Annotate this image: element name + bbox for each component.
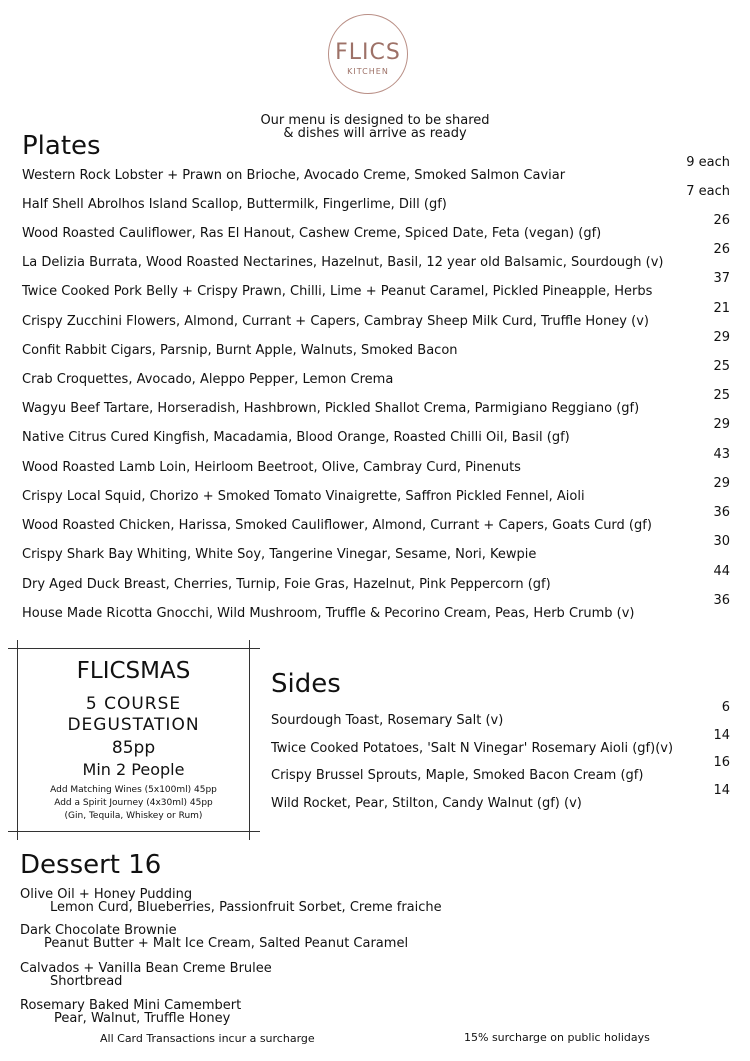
plate-item [22,155,730,183]
tagline-line-2: & dishes will arrive as ready [283,126,467,141]
side-name: Wild Rocket, Pear, Stilton, Candy Walnut (gf) (v) [271,796,582,811]
flicsmas-box [17,648,250,832]
plate-item [22,184,730,212]
plate-name: Western Rock Lobster + Prawn on Brioche, Avocado Creme, Smoked Salmon Caviar [22,168,566,183]
plate-name: Wood Roasted Chicken, Harissa, Smoked Cauliflower, Almond, Currant + Capers, Goats Curd (gf) [22,518,652,533]
plate-item [22,213,730,241]
dessert-heading: Dessert 16 [20,850,162,880]
plate-item [22,534,730,562]
plate-item [22,476,730,504]
plate-price: 7 each [686,184,730,199]
box-cut-mark [249,640,250,648]
dessert-detail: Shortbread [50,974,123,989]
plate-name: House Made Ricotta Gnocchi, Wild Mushroom, Truffle & Pecorino Cream, Peas, Herb Crumb (v) [22,606,635,621]
plate-item [22,359,730,387]
plate-price: 29 [713,330,730,345]
box-cut-mark [17,640,18,648]
plate-name: Crispy Zucchini Flowers, Almond, Currant + Capers, Cambray Sheep Milk Curd, Truffle Honey (v) [22,314,649,329]
plate-item [22,301,730,329]
plate-price: 30 [713,534,730,549]
dessert-item [20,999,241,1025]
plate-name: Twice Cooked Pork Belly + Crispy Prawn, Chilli, Lime + Peanut Caramel, Pickled Pineapple, Herbs [22,284,653,299]
flicsmas-price: 85pp [111,738,156,758]
flicsmas-note: (Gin, Tequila, Whiskey or Rum) [64,811,203,821]
flicsmas-note: Add Matching Wines (5x100ml) 45pp [50,785,217,795]
plate-item [22,505,730,533]
side-name: Sourdough Toast, Rosemary Salt (v) [271,713,504,728]
side-price: 6 [721,700,730,715]
box-cut-mark [250,831,260,832]
plate-price: 25 [713,388,730,403]
flicsmas-course: 5 COURSE [85,694,182,714]
plate-price: 9 each [686,155,730,170]
logo-sub: KITCHEN [347,67,389,76]
plate-name: La Delizia Burrata, Wood Roasted Nectarines, Hazelnut, Basil, 12 year old Balsamic, Sourdough (v) [22,255,664,270]
dessert-name: Olive Oil + Honey Pudding [20,887,193,902]
side-price: 14 [713,728,730,743]
plate-name: Half Shell Abrolhos Island Scallop, Buttermilk, Fingerlime, Dill (gf) [22,197,447,212]
plate-item [22,330,730,358]
side-name: Twice Cooked Potatoes, 'Salt N Vinegar' Rosemary Aioli (gf)(v) [271,741,674,756]
side-price: 14 [713,783,730,798]
plate-name: Dry Aged Duck Breast, Cherries, Turnip, Foie Gras, Hazelnut, Pink Peppercorn (gf) [22,577,551,592]
side-item [271,755,730,783]
plate-name: Crispy Shark Bay Whiting, White Soy, Tangerine Vinegar, Sesame, Nori, Kewpie [22,547,537,562]
box-cut-mark [17,832,18,840]
plate-name: Native Citrus Cured Kingfish, Macadamia, Blood Orange, Roasted Chilli Oil, Basil (gf) [22,430,570,445]
plate-name: Confit Rabbit Cigars, Parsnip, Burnt Apple, Walnuts, Smoked Bacon [22,343,458,358]
logo [328,14,408,94]
plate-price: 36 [713,593,730,608]
holiday-surcharge-note: 15% surcharge on public holidays [464,1031,650,1044]
flicsmas-note: Add a Spirit Journey (4x30ml) 45pp [54,798,213,808]
dessert-item [20,888,442,914]
plate-name: Wood Roasted Cauliflower, Ras El Hanout, Cashew Creme, Spiced Date, Feta (vegan) (gf) [22,226,602,241]
card-surcharge-note: All Card Transactions incur a surcharge [100,1032,315,1045]
plate-price: 29 [713,476,730,491]
box-cut-mark [249,832,250,840]
plate-price: 21 [713,301,730,316]
plate-item [22,593,730,621]
plate-price: 26 [713,213,730,228]
plate-price: 36 [713,505,730,520]
plate-item [22,417,730,445]
dessert-item [20,962,272,988]
dessert-name: Rosemary Baked Mini Camembert [20,998,242,1013]
side-price: 16 [713,755,730,770]
box-cut-mark [8,648,17,649]
plate-name: Crispy Local Squid, Chorizo + Smoked Tomato Vinaigrette, Saffron Pickled Fennel, Aioli [22,489,585,504]
flicsmas-degustation: DEGUSTATION [67,715,200,735]
plate-price: 29 [713,417,730,432]
plate-price: 25 [713,359,730,374]
tagline-line-1: Our menu is designed to be shared [260,113,490,128]
plate-price: 43 [713,447,730,462]
plate-price: 44 [713,564,730,579]
plate-item [22,447,730,475]
dessert-detail: Pear, Walnut, Truffle Honey [54,1011,231,1026]
box-cut-mark [250,648,260,649]
side-item [271,700,730,728]
dessert-item [20,924,408,950]
side-name: Crispy Brussel Sprouts, Maple, Smoked Bacon Cream (gf) [271,768,644,783]
dessert-name: Calvados + Vanilla Bean Creme Brulee [20,961,272,976]
plate-price: 26 [713,242,730,257]
plate-item [22,388,730,416]
side-item [271,783,730,811]
flicsmas-title: FLICSMAS [76,658,191,684]
logo-brand: FLICS [335,40,401,65]
side-item [271,728,730,756]
plate-price: 37 [713,271,730,286]
plate-name: Wagyu Beef Tartare, Horseradish, Hashbrown, Pickled Shallot Crema, Parmigiano Reggiano (gf) [22,401,640,416]
dessert-name: Dark Chocolate Brownie [20,923,177,938]
flicsmas-min: Min 2 People [82,760,185,779]
plate-name: Crab Croquettes, Avocado, Aleppo Pepper, Lemon Crema [22,372,394,387]
plate-item [22,564,730,592]
plate-item [22,271,730,299]
box-cut-mark [8,831,17,832]
tagline [250,114,500,140]
dessert-detail: Lemon Curd, Blueberries, Passionfruit Sorbet, Creme fraiche [50,900,442,915]
plates-heading: Plates [22,131,101,161]
sides-heading: Sides [271,669,341,699]
plate-item [22,242,730,270]
plate-name: Wood Roasted Lamb Loin, Heirloom Beetroot, Olive, Cambray Curd, Pinenuts [22,460,521,475]
dessert-detail: Peanut Butter + Malt Ice Cream, Salted Peanut Caramel [44,936,409,951]
